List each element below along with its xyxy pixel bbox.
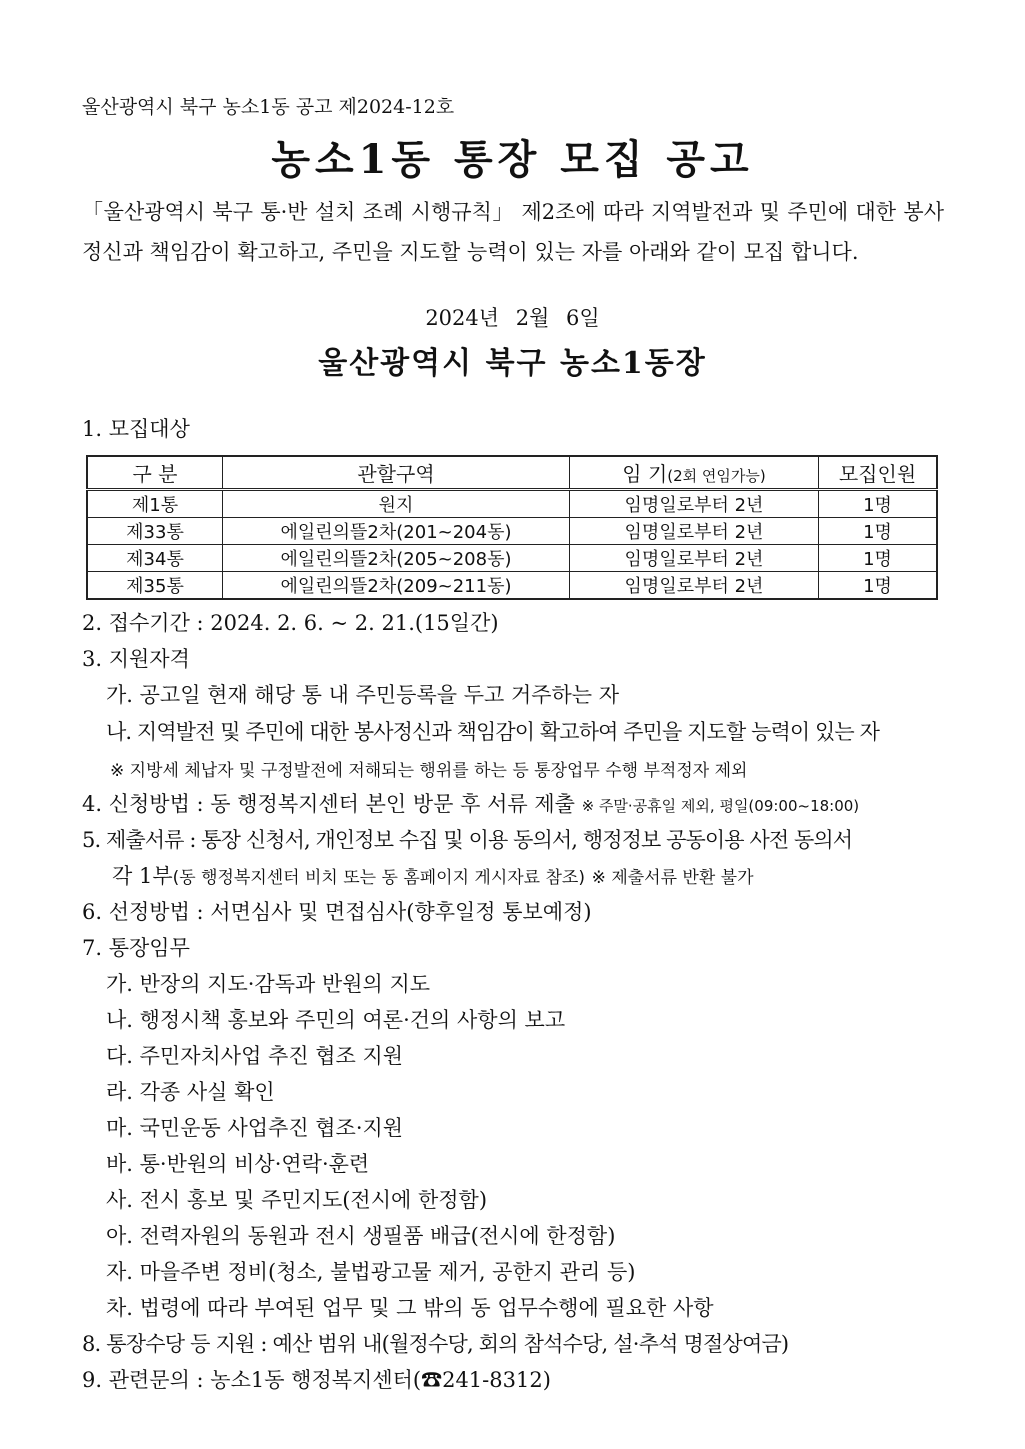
- section-6-paren: (향후일정 통보예정): [406, 900, 592, 924]
- notice-number: 울산광역시 북구 농소1동 공고 제2024-12호: [82, 96, 455, 118]
- cell-term: 임명일로부터 2년: [570, 490, 819, 518]
- term-label: 임 기: [622, 462, 668, 486]
- recruit-table: [86, 455, 938, 600]
- qualification-item: 가. 공고일 현재 해당 통 내 주민등록을 두고 거주하는 자: [106, 683, 620, 707]
- duty-item: 자. 마을주변 정비(청소, 불법광고물 제거, 공한지 관리 등): [106, 1260, 636, 1284]
- cell-count: 1명: [819, 518, 938, 545]
- section-6-text: 6. 선정방법 : 서면심사 및 면접심사: [82, 900, 407, 924]
- cell-term: 임명일로부터 2년: [570, 545, 819, 572]
- cell-count: 1명: [819, 545, 938, 572]
- cell-division: 제35통: [87, 572, 223, 600]
- table-header-row: [87, 456, 937, 490]
- section-4-text: 4. 신청방법 : 동 행정복지센터 본인 방문 후 서류 제출: [82, 792, 575, 816]
- table-row: [87, 545, 937, 572]
- cell-area: 에일린의뜰2차(209~211동): [223, 572, 570, 600]
- duty-item: 가. 반장의 지도·감독과 반원의 지도: [106, 972, 431, 996]
- duty-item: 나. 행정시책 홍보와 주민의 여론·건의 사항의 보고: [106, 1008, 566, 1032]
- section-9: 9. 관련문의 : 농소1동 행정복지센터(☎241-8312): [82, 1368, 551, 1392]
- notice-date: 2024년 2월 6일: [425, 306, 600, 330]
- col-header-division: 구 분: [87, 456, 223, 490]
- section-3-heading: 3. 지원자격: [82, 647, 190, 671]
- cell-area: 원지: [223, 490, 570, 518]
- section-1-heading: 1. 모집대상: [82, 417, 190, 441]
- cell-area: 에일린의뜰2차(201~204동): [223, 518, 570, 545]
- section-7-heading: 7. 통장임무: [82, 936, 190, 960]
- col-header-term: [570, 456, 819, 490]
- section-6: [82, 896, 592, 926]
- cell-division: 제33통: [87, 518, 223, 545]
- signer: 울산광역시 북구 농소1동장: [318, 346, 707, 381]
- section-2: 2. 접수기간 : 2024. 2. 6. ~ 2. 21.(15일간): [82, 611, 499, 635]
- section-8: 8. 통장수당 등 지원 : 예산 범위 내(월정수당, 회의 참석수당, 설·추석 명절상여금): [82, 1332, 789, 1356]
- col-header-count: 모집인원: [819, 456, 938, 490]
- section-5-line1: 5. 제출서류 : 통장 신청서, 개인정보 수집 및 이용 동의서, 행정정보 공동이용 사전 동의서: [82, 828, 853, 852]
- cell-term: 임명일로부터 2년: [570, 572, 819, 600]
- cell-division: 제34통: [87, 545, 223, 572]
- cell-division: 제1통: [87, 490, 223, 518]
- intro-paragraph: [82, 192, 944, 272]
- section-5-line2: [112, 860, 754, 890]
- duty-item: 라. 각종 사실 확인: [106, 1080, 275, 1104]
- duty-item: 다. 주민자치사업 추진 협조 지원: [106, 1044, 404, 1068]
- duty-item: 아. 전력자원의 동원과 전시 생필품 배급(전시에 한정함): [106, 1224, 616, 1248]
- section-5-paren: (동 행정복지센터 비치 또는 동 홈페이지 게시자료 참조): [172, 868, 585, 888]
- cell-term: 임명일로부터 2년: [570, 518, 819, 545]
- intro-text: 「울산광역시 북구 통·반 설치 조례 시행규칙」 제2조에 따라 지역발전과 및 주민에 대한 봉사정신과 책임감이 확고하고, 주민을 지도할 능력이 있는 자를 아래와 같이 모집 합니다.: [82, 200, 944, 264]
- section-4-note: ※ 주말·공휴일 제외, 평일(09:00~18:00): [581, 797, 860, 815]
- table-row: [87, 572, 937, 600]
- duty-item: 바. 통·반원의 비상·연락·훈련: [106, 1152, 370, 1176]
- qualification-note: ※ 지방세 체납자 및 구정발전에 저해되는 행위를 하는 등 통장업무 수행 부적정자 제외: [110, 761, 748, 781]
- duty-item: 마. 국민운동 사업추진 협조·지원: [106, 1116, 404, 1140]
- section-4: [82, 788, 859, 818]
- cell-count: 1명: [819, 572, 938, 600]
- term-note: (2회 연임가능): [667, 467, 766, 485]
- section-5-copies: 각 1부: [112, 864, 173, 888]
- cell-count: 1명: [819, 490, 938, 518]
- table-row: [87, 490, 937, 518]
- duty-item: 차. 법령에 따라 부여된 업무 및 그 밖의 동 업무수행에 필요한 사항: [106, 1296, 714, 1320]
- duty-item: 사. 전시 홍보 및 주민지도(전시에 한정함): [106, 1188, 488, 1212]
- cell-area: 에일린의뜰2차(205~208동): [223, 545, 570, 572]
- section-5-note: ※ 제출서류 반환 불가: [591, 868, 754, 888]
- page-title: 농소1동 통장 모집 공고: [271, 136, 754, 183]
- qualification-item: 나. 지역발전 및 주민에 대한 봉사정신과 책임감이 확고하여 주민을 지도할 능력이 있는 자: [106, 720, 879, 744]
- table-row: [87, 518, 937, 545]
- col-header-area: 관할구역: [223, 456, 570, 490]
